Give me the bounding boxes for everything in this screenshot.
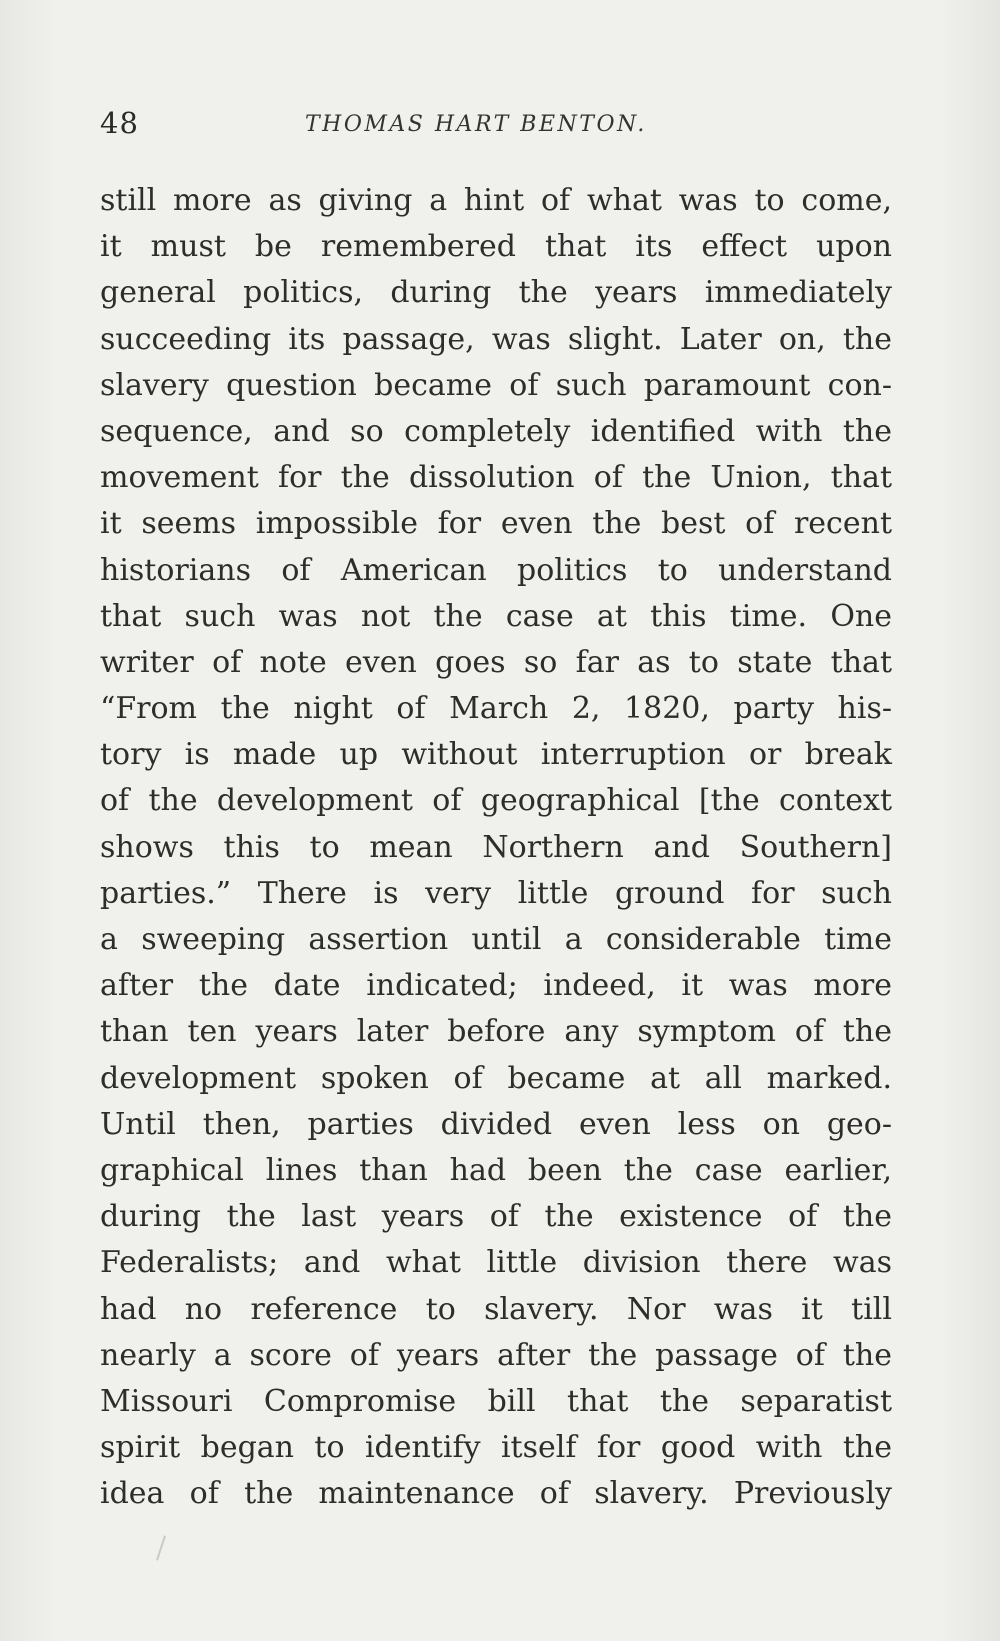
text-line: tory is made up without interruption or break — [100, 737, 892, 773]
text-line: graphical lines than had been the case earlier, — [100, 1152, 892, 1188]
text-line: development spoken of became at all marked. — [100, 1060, 892, 1096]
text-line: Until then, parties divided even less on geo- — [100, 1106, 892, 1142]
text-line: historians of American politics to understand — [100, 552, 892, 588]
text-line: “From the night of March 2, 1820, party his- — [100, 691, 892, 727]
text-line: had no reference to slavery. Nor was it till — [100, 1291, 892, 1327]
text-line: it must be remembered that its effect upon — [100, 229, 892, 265]
text-line: a sweeping assertion until a considerable time — [100, 922, 892, 957]
page-number: 48 — [100, 106, 139, 140]
text-line: Missouri Compromise bill that the separatist — [100, 1383, 892, 1419]
page-header — [100, 106, 900, 146]
text-line: nearly a score of years after the passage of the — [100, 1337, 892, 1373]
text-line: it seems impossible for even the best of recent — [100, 506, 892, 542]
text-line: parties.” There is very little ground for such — [100, 875, 892, 911]
text-line: general politics, during the years immediately — [100, 275, 892, 311]
text-line: idea of the maintenance of slavery. Previously — [100, 1476, 892, 1512]
text-line: movement for the dissolution of the Union, that — [100, 460, 892, 496]
text-line: slavery question became of such paramount con- — [100, 367, 892, 403]
text-line: sequence, and so completely identified with the — [100, 413, 892, 449]
text-line: shows this to mean Northern and Southern] — [100, 829, 892, 865]
paper-mark — [156, 1535, 166, 1560]
body-text — [100, 178, 892, 1517]
text-line: succeeding its passage, was slight. Later on, the — [100, 321, 892, 357]
text-line: writer of note even goes so far as to state that — [100, 644, 892, 680]
text-line: after the date indicated; indeed, it was more — [100, 968, 892, 1004]
text-line: Federalists; and what little division there was — [100, 1245, 892, 1281]
running-title: THOMAS HART BENTON. — [305, 112, 647, 137]
text-line: during the last years of the existence of the — [100, 1199, 892, 1235]
text-line: than ten years later before any symptom of the — [100, 1014, 892, 1050]
text-line: still more as giving a hint of what was to come, — [100, 183, 892, 218]
text-line: spirit began to identify itself for good with the — [100, 1430, 892, 1466]
text-line: that such was not the case at this time. One — [100, 598, 892, 634]
text-line: of the development of geographical [the context — [100, 783, 892, 819]
